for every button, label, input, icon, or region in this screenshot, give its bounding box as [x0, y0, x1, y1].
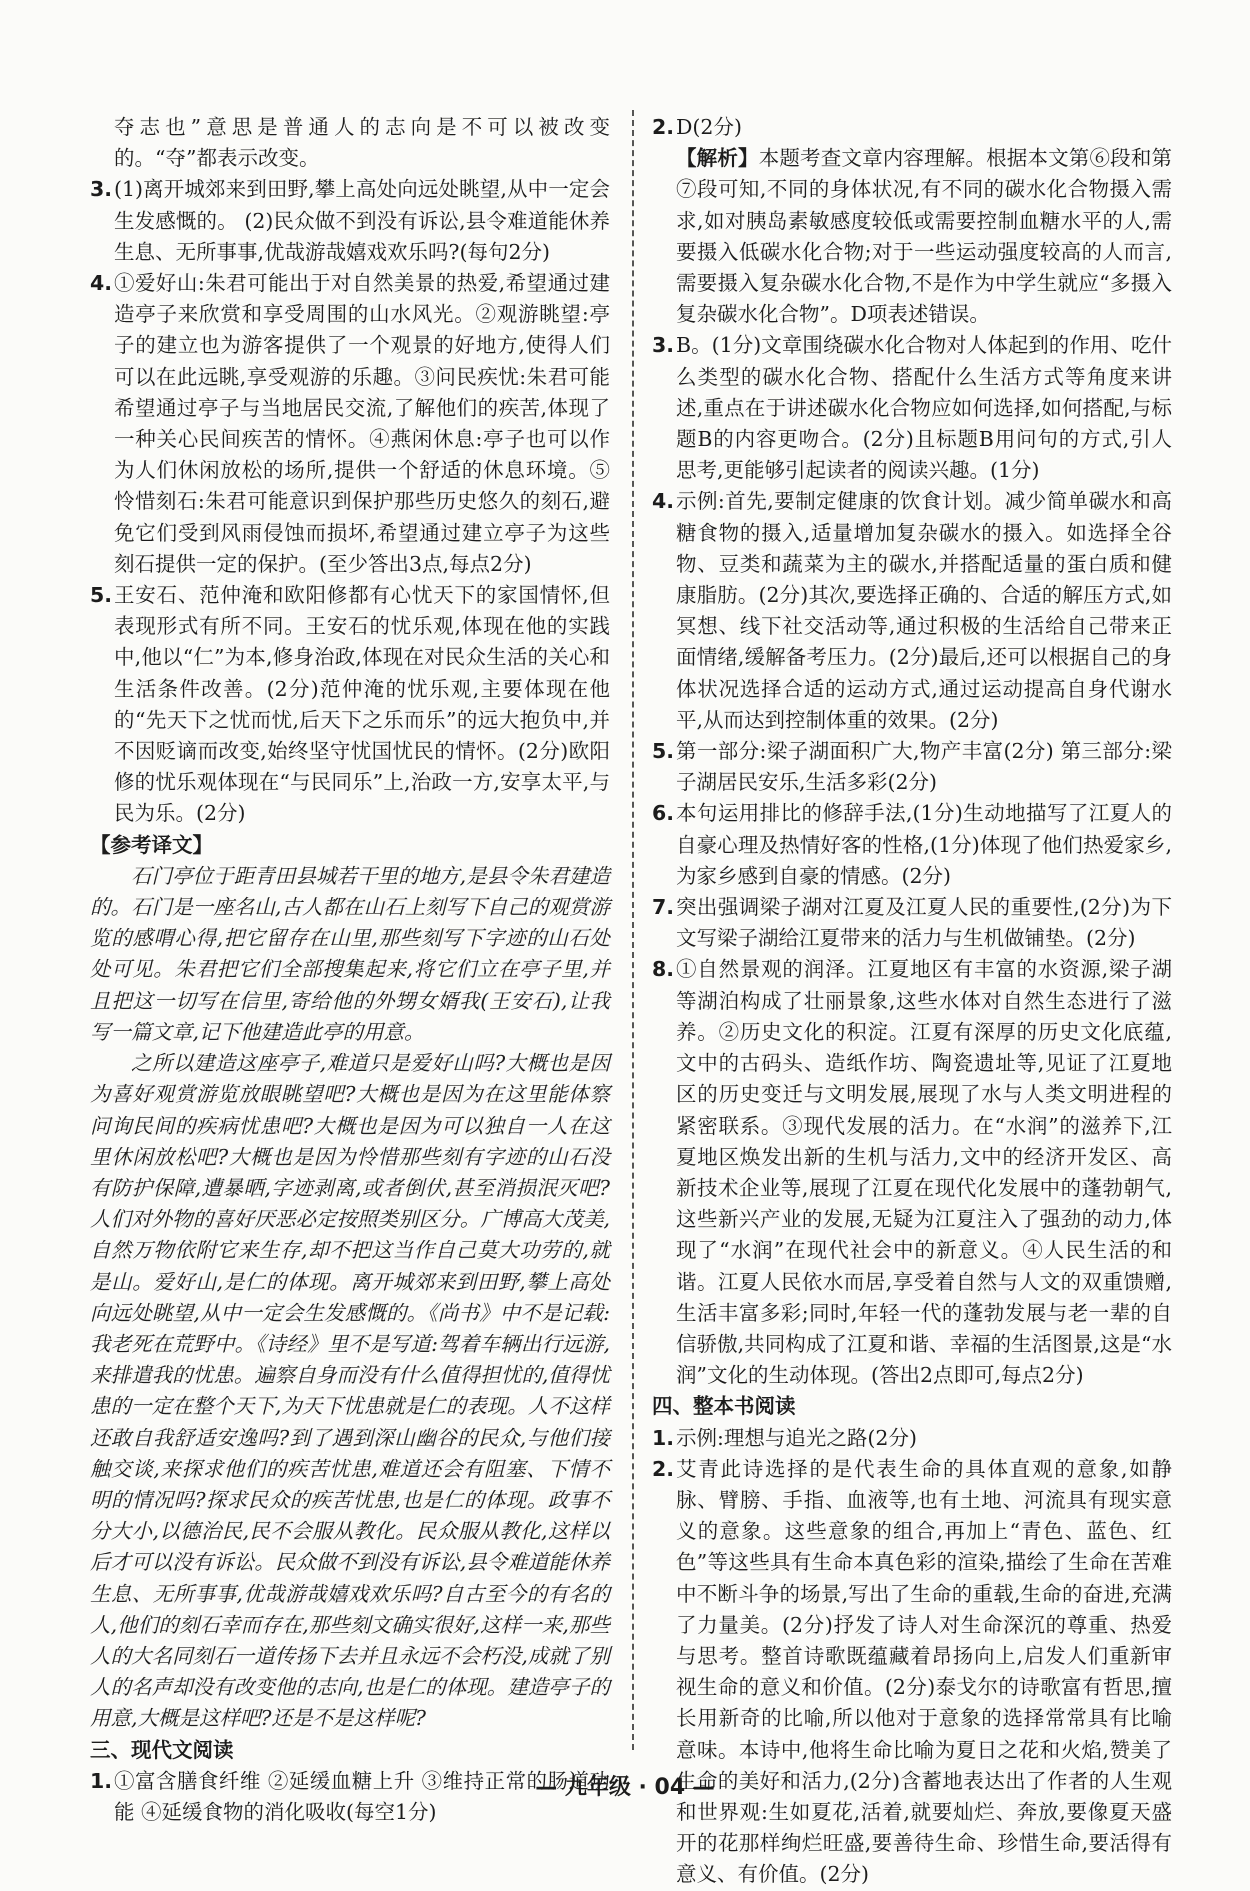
item-number: 8. [652, 957, 675, 982]
item-number: 7. [652, 895, 675, 920]
translation-paragraph: 石门亭位于距青田县城若干里的地方,是县令朱君建造的。石门是一座名山,古人都在山石上刻写下自己的观赏游览的感喟心得,把它留存在山里,那些刻写下字迹的山石处处可见。朱君把它们全部搜集起来,将它们立在亭子里,并且把这一切写在信里,寄给他的外甥女婿我(王安石),让我写一篇文章,记下他建造此亭的用意。 [90, 863, 610, 1044]
item-number: 2. [652, 115, 675, 139]
section-heading: 三、现代文阅读 [90, 1737, 234, 1762]
list-item [652, 330, 1172, 486]
answer-text: 示例:首先,要制定健康的饮食计划。减少简单碳水和高糖食物的摄入,适量增加复杂碳水的摄入。如选择全谷物、豆类和蔬菜为主的碳水,并搭配适量的蛋白质和健康脂肪。(2分)其次,要选择正确的、合适的解压方式,如冥想、线下社交活动等,通过积极的生活给自己带来正面情绪,缓解备考压力。(2分)最后,还可以根据自己的身体状况选择合适的运动方式,通过运动提高自身代谢水平,从而达到控制体重的效果。(2分) [676, 489, 1172, 732]
section-heading: 四、整本书阅读 [652, 1394, 796, 1419]
item-number: 1. [652, 1425, 675, 1450]
item-number: 4. [652, 489, 675, 514]
item-number: 3. [90, 177, 113, 202]
answer-text: 突出强调梁子湖对江夏及江夏人民的重要性,(2分)为下文写梁子湖给江夏带来的活力与生机做铺垫。(2分) [676, 895, 1172, 951]
answer-text: B。(1分)文章围绕碳水化合物对人体起到的作用、吃什么类型的碳水化合物、搭配什么生活方式等角度来讲述,重点在于讲述碳水化合物应如何选择,如何搭配,与标题B的内容更吻合。(2分)且标题B用问句的方式,引人思考,更能够引起读者的阅读兴趣。(1分) [676, 333, 1172, 483]
list-item [90, 580, 610, 830]
column-divider [632, 110, 634, 1750]
left-column [90, 112, 610, 1828]
list-item [90, 174, 610, 268]
item-number: 1. [90, 1768, 113, 1793]
translation-text [90, 861, 610, 1735]
answer-text: 夺志也”意思是普通人的志向是不可以被改变的。“夺”都表示改变。 [114, 115, 610, 171]
item-number: 6. [652, 801, 675, 826]
item-number: 4. [90, 271, 113, 296]
answer-text: 王安石、范仲淹和欧阳修都有心忧天下的家国情怀,但表现形式有所不同。王安石的忧乐观,体现在他的实践中,他以“仁”为本,修身治政,体现在对民众生活的关心和生活条件改善。(2分)范仲淹的忧乐观,主要体现在他的“先天下之忧而忧,后天下之乐而乐”的远大抱负中,并不因贬谪而改变,始终坚守忧国忧民的情怀。(2分)欧阳修的忧乐观体现在“与民同乐”上,治政一方,安享太平,与民为乐。(2分) [114, 583, 610, 826]
list-item [652, 486, 1172, 736]
translation-label: 【参考译文】 [90, 832, 213, 857]
answer-text: 示例:理想与追光之路(2分) [676, 1425, 917, 1450]
list-item [652, 112, 1172, 330]
answer-text: ①富含膳食纤维 ②延缓血糖上升 ③维持正常的肠道功能 ④延缓食物的消化吸收(每空1分) [114, 1768, 610, 1824]
list-item [652, 1423, 1172, 1454]
answer-text: 本句运用排比的修辞手法,(1分)生动地描写了江夏人的自豪心理及热情好客的性格,(1分)体现了他们热爱家乡,为家乡感到自豪的情感。(2分) [676, 801, 1172, 888]
item-number: 5. [652, 739, 675, 764]
answer-text: (1)离开城郊来到田野,攀上高处向远处眺望,从中一定会生发感慨的。 (2)民众做不到没有诉讼,县令难道能休养生息、无所事事,优哉游哉嬉戏欢乐吗?(每句2分) [114, 177, 610, 264]
item-number: 2. [652, 1456, 675, 1481]
right-column [652, 112, 1172, 1891]
analysis-label: 【解析】 [676, 146, 759, 171]
list-item [652, 892, 1172, 954]
list-item [652, 954, 1172, 1391]
answer-text: D(2分) [676, 115, 742, 139]
list-item [652, 798, 1172, 892]
analysis-text: 本题考查文章内容理解。根据本文第⑥段和第⑦段可知,不同的身体状况,有不同的碳水化合物摄入需求,如对胰岛素敏感度较低或需要控制血糖水平的人,需要摄入低碳水化合物;对于一些运动强度较高的人而言,需要摄入复杂碳水化合物,不是作为中学生就应“多摄入复杂碳水化合物”。D项表述错误。 [676, 146, 1173, 327]
answer-text: ①爱好山:朱君可能出于对自然美景的热爱,希望通过建造亭子来欣赏和享受周围的山水风光。②观游眺望:亭子的建立也为游客提供了一个观景的好地方,使得人们可以在此远眺,享受观游的乐趣。③问民疾忧:朱君可能希望通过亭子与当地居民交流,了解他们的疾苦,体现了一种关心民间疾苦的情怀。④燕闲休息:亭子也可以作为人们休闲放松的场所,提供一个舒适的休息环境。⑤怜惜刻石:朱君可能意识到保护那些历史悠久的刻石,避免它们受到风雨侵蚀而损坏,希望通过建立亭子为这些刻石提供一定的保护。(至少答出3点,每点2分) [114, 271, 610, 576]
page-footer: — 九年级 · 04 — [535, 1775, 715, 1800]
item-number: 3. [652, 333, 675, 358]
list-item [90, 268, 610, 580]
list-item [90, 112, 610, 174]
list-item [652, 736, 1172, 798]
answer-text: ①自然景观的润泽。江夏地区有丰富的水资源,梁子湖等湖泊构成了壮丽景象,这些水体对自然生态进行了滋养。②历史文化的积淀。江夏有深厚的历史文化底蕴,文中的古码头、造纸作坊、陶瓷遗址等,见证了江夏地区的历史变迁与文明发展,展现了水与人类文明进程的紧密联系。③现代发展的活力。在“水润”的滋养下,江夏地区焕发出新的生机与活力,文中的经济开发区、高新技术企业等,展现了江夏在现代化发展中的蓬勃朝气,这些新兴产业的发展,无疑为江夏注入了强劲的动力,体现了“水润”在现代社会中的新意义。④人民生活的和谐。江夏人民依水而居,享受着自然与人文的双重馈赠,生活丰富多彩;同时,年轻一代的蓬勃发展与老一辈的自信骄傲,共同构成了江夏和谐、幸福的生活图景,这是“水润”文化的生动体现。(答出2点即可,每点2分) [676, 957, 1172, 1388]
item-number: 5. [90, 583, 113, 608]
list-item [652, 1454, 1172, 1891]
translation-paragraph: 之所以建造这座亭子,难道只是爱好山吗?大概也是因为喜好观赏游览放眼眺望吧?大概也是因为在这里能体察问询民间的疾病忧患吧?大概也是因为可以独自一人在这里休闲放松吧?大概也是因为怜惜那些刻有字迹的山石没有防护保障,遭暴晒,字迹剥离,或者倒伏,甚至消损泯灭吧?人们对外物的喜好厌恶必定按照类别区分。广博高大茂美,自然万物依附它来生存,却不把这当作自己莫大功劳的,就是山。爱好山,是仁的体现。离开城郊来到田野,攀上高处向远处眺望,从中一定会生发感慨的。《尚书》中不是记载:我老死在荒野中。《诗经》里不是写道:驾着车辆出行远游,来排遣我的忧患。遍察自身而没有什么值得担忧的,值得忧患的一定在整个天下,为天下忧患就是仁的表现。人不这样还敢自我舒适安逸吗?到了遇到深山幽谷的民众,与他们接触交谈,来探求他们的疾苦忧患,难道还会有阻塞、下情不明的情况吗?探求民众的疾苦忧患,也是仁的体现。政事不分大小,以德治民,民不会服从教化。民众服从教化,这样以后才可以没有诉讼。民众做不到没有诉讼,县令难道能休养生息、无所事事,优哉游哉嬉戏欢乐吗?自古至今的有名的人,他们的刻石幸而存在,那些刻文确实很好,这样一来,那些人的大名同刻石一道传扬下去并且永远不会朽没,成就了别人的名声却没有改变他的志向,也是仁的体现。建造亭子的用意,大概是这样吧?还是不是这样呢? [90, 1051, 610, 1731]
answer-text: 艾青此诗选择的是代表生命的具体直观的意象,如静脉、臂膀、手指、血液等,也有土地、河流具有现实意义的意象。这些意象的组合,再加上“青色、蓝色、红色”等这些具有生命本真色彩的渲染,描绘了生命在苦难中不断斗争的场景,写出了生命的重载,生命的奋进,充满了力量美。(2分)抒发了诗人对生命深沉的尊重、热爱与思考。整首诗歌既蕴藏着昂扬向上,启发人们重新审视生命的意义和价值。(2分)泰戈尔的诗歌富有哲思,擅长用新奇的比喻,所以他对于意象的选择常常具有比喻意味。本诗中,他将生命比喻为夏日之花和火焰,赞美了生命的美好和活力,(2分)含蓄地表达出了作者的人生观和世界观:生如夏花,活着,就要灿烂、奔放,要像夏天盛开的花那样绚烂旺盛,要善待生命、珍惜生命,要活得有意义、有价值。(2分) [676, 1456, 1172, 1887]
answer-text: 第一部分:梁子湖面积广大,物产丰富(2分) 第三部分:梁子湖居民安乐,生活多彩(2分) [676, 739, 1172, 795]
